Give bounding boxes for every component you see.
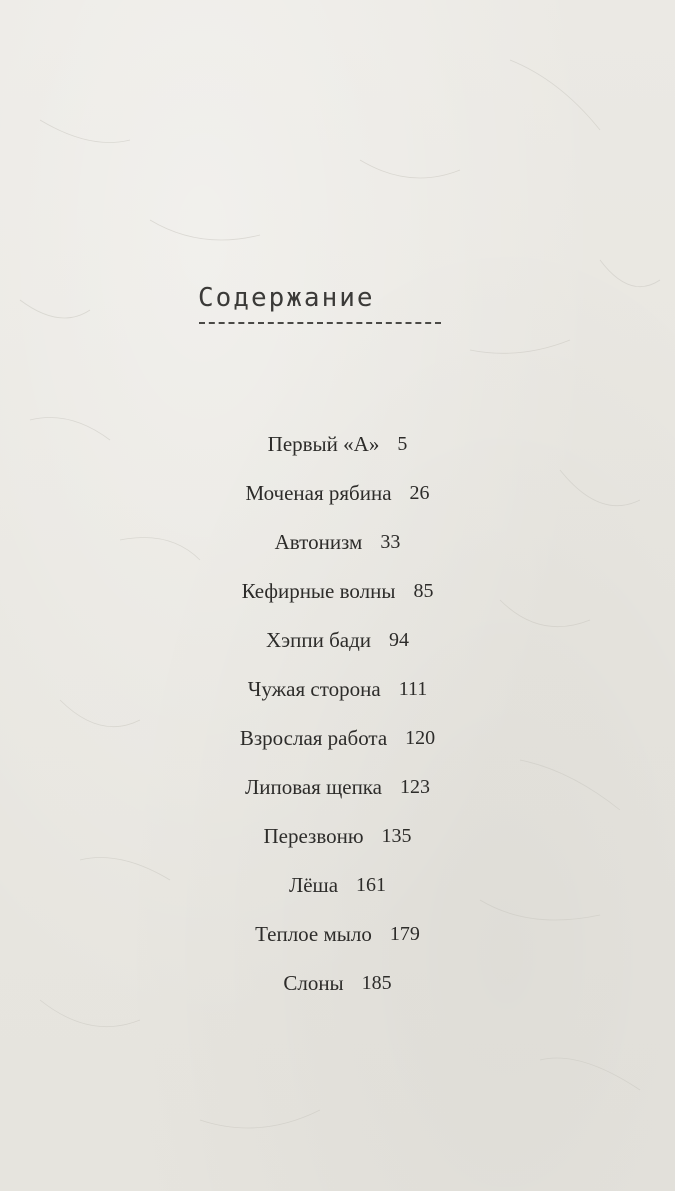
toc-entry-page: 135 [381, 825, 412, 847]
toc-entry-page: 120 [405, 727, 436, 749]
toc-entry[interactable] [0, 910, 675, 959]
toc-entry-title: Кефирные волны [241, 579, 396, 603]
toc-entry-title: Слоны [283, 971, 344, 995]
toc-entry-page: 185 [361, 972, 392, 994]
toc-entry[interactable] [0, 518, 675, 567]
toc-entry-page: 111 [398, 678, 428, 700]
toc-entry-title: Лёша [288, 873, 339, 897]
toc-entry[interactable] [0, 420, 675, 469]
toc-entry[interactable] [0, 959, 675, 1008]
toc-entry-page: 161 [356, 874, 387, 896]
toc-entry-page: 33 [380, 531, 401, 553]
toc-entry[interactable] [0, 469, 675, 518]
toc-entry-title: Чужая сторона [247, 677, 381, 701]
toc-entry-title: Липовая щепка [244, 775, 383, 799]
toc-entry-page: 26 [409, 482, 430, 504]
toc-entry-title: Теплое мыло [255, 922, 372, 946]
toc-entry-page: 85 [413, 580, 434, 602]
toc-entry[interactable] [0, 567, 675, 616]
toc-entry[interactable] [0, 812, 675, 861]
toc-entry-title: Автонизм [274, 530, 363, 554]
toc-entry-page: 5 [397, 433, 408, 455]
table-of-contents [0, 420, 675, 1008]
toc-entry-title: Моченая рябина [245, 481, 392, 505]
toc-entry[interactable] [0, 714, 675, 763]
toc-entry[interactable] [0, 665, 675, 714]
toc-entry-title: Взрослая работа [239, 726, 388, 750]
toc-entry[interactable] [0, 861, 675, 910]
toc-entry-page: 179 [389, 923, 420, 945]
toc-entry-title: Хэппи бади [265, 628, 372, 652]
toc-entry-title: Первый «А» [267, 432, 380, 456]
heading-dashed-underline [199, 322, 441, 324]
toc-entry[interactable] [0, 616, 675, 665]
toc-entry-page: 94 [389, 629, 410, 651]
toc-entry[interactable] [0, 763, 675, 812]
contents-heading: Содержание [198, 283, 375, 313]
toc-entry-page: 123 [400, 776, 431, 798]
toc-entry-title: Перезвоню [263, 824, 364, 848]
